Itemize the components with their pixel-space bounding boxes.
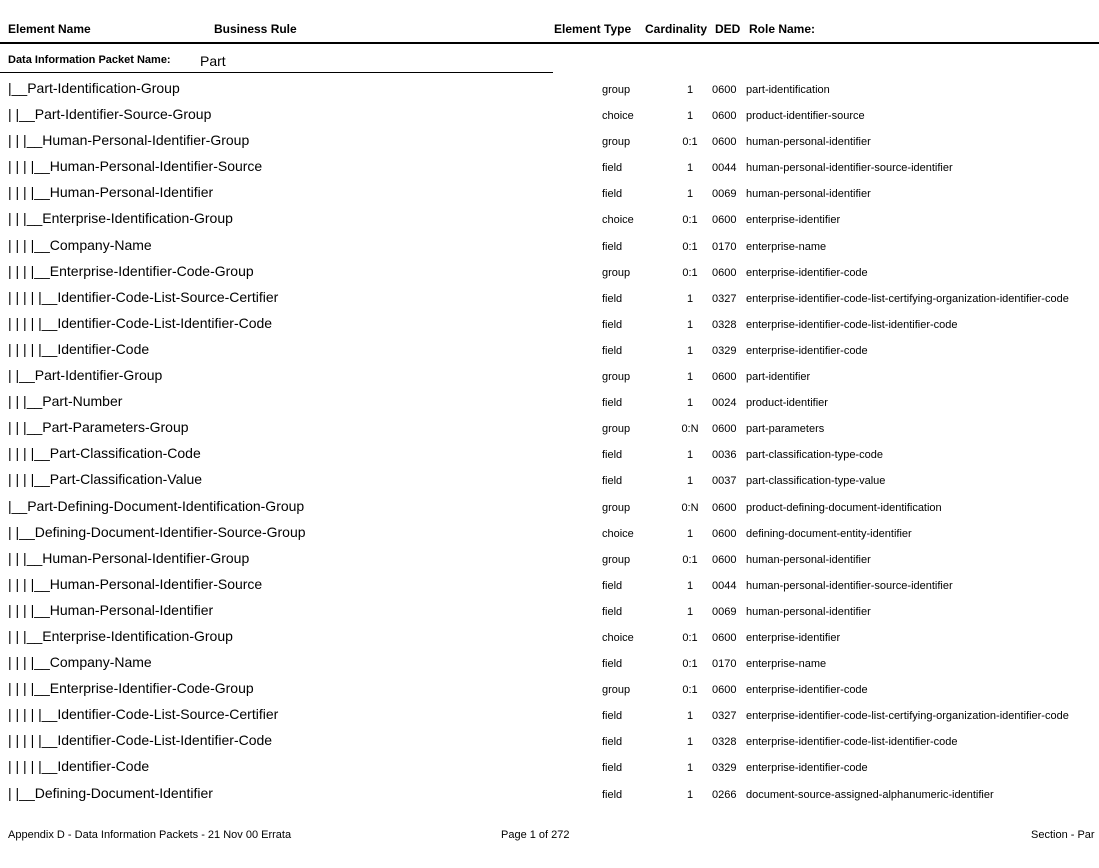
- table-row: [0, 310, 1099, 336]
- element-type-cell: field: [602, 162, 623, 175]
- table-row: [0, 336, 1099, 362]
- element-name-cell: | | | |__Enterprise-Identifier-Code-Group: [8, 680, 254, 697]
- element-type-cell: field: [602, 579, 623, 592]
- cardinality-cell: 1: [686, 788, 694, 801]
- ded-cell: 0600: [712, 527, 737, 540]
- element-type-cell: choice: [602, 527, 634, 540]
- ded-cell: 0600: [712, 266, 737, 279]
- table-row: [0, 284, 1099, 310]
- cardinality-cell: 0:1: [682, 214, 698, 227]
- element-name-cell: | |__Defining-Document-Identifier: [8, 784, 213, 801]
- element-name-cell: |__Part-Defining-Document-Identification-Group: [8, 497, 305, 514]
- table-row: [0, 362, 1099, 388]
- element-type-cell: choice: [602, 110, 634, 123]
- cardinality-cell: 1: [686, 605, 694, 618]
- role-name-cell: document-source-assigned-alphanumeric-identifier: [746, 788, 994, 801]
- element-type-cell: field: [602, 475, 623, 488]
- element-name-cell: | | | |__Human-Personal-Identifier-Source: [8, 158, 263, 175]
- element-name-cell: |__Part-Identification-Group: [8, 80, 180, 96]
- ded-cell: 0600: [712, 684, 737, 697]
- cardinality-cell: 1: [686, 527, 694, 540]
- role-name-cell: enterprise-identifier-code-list-certifying-organization-identifier-code: [746, 710, 1069, 723]
- ded-cell: 0069: [712, 605, 737, 618]
- element-name-cell: | | |__Part-Number: [8, 393, 123, 410]
- ded-cell: 0600: [712, 371, 737, 384]
- element-type-cell: field: [602, 788, 623, 801]
- table-row: [0, 571, 1099, 597]
- table-row: [0, 519, 1099, 545]
- table-row: [0, 649, 1099, 675]
- cardinality-cell: 1: [686, 110, 694, 123]
- element-name-cell: | | | | |__Identifier-Code-List-Source-Certifier: [8, 288, 279, 305]
- header-element-type: Element Type: [554, 22, 632, 36]
- ded-cell: 0170: [712, 240, 737, 253]
- cardinality-cell: 0:1: [682, 684, 698, 697]
- role-name-cell: part-classification-type-code: [746, 449, 883, 462]
- cardinality-cell: 1: [686, 736, 694, 749]
- table-row: [0, 780, 1099, 806]
- element-name-cell: | | |__Enterprise-Identification-Group: [8, 210, 233, 227]
- element-name-cell: | |__Part-Identifier-Source-Group: [8, 106, 212, 123]
- element-name-cell: | | | |__Human-Personal-Identifier-Source: [8, 575, 263, 592]
- table-row: [0, 232, 1099, 258]
- ded-cell: 0600: [712, 631, 737, 644]
- element-type-cell: field: [602, 605, 623, 618]
- cardinality-cell: 1: [686, 84, 694, 96]
- cardinality-cell: 1: [686, 162, 694, 175]
- cardinality-cell: 0:1: [682, 631, 698, 644]
- table-row: [0, 675, 1099, 701]
- cardinality-cell: 1: [686, 371, 694, 384]
- cardinality-cell: 1: [686, 579, 694, 592]
- packet-name-value: Part: [200, 53, 226, 69]
- element-type-cell: field: [602, 762, 623, 775]
- header-role-name: Role Name:: [749, 22, 816, 36]
- cardinality-cell: 1: [686, 449, 694, 462]
- ded-cell: 0327: [712, 710, 737, 723]
- cardinality-cell: 0:1: [682, 553, 698, 566]
- ded-cell: 0069: [712, 188, 737, 201]
- cardinality-cell: 0:1: [682, 240, 698, 253]
- element-type-cell: field: [602, 397, 623, 410]
- ded-cell: 0600: [712, 110, 737, 123]
- element-type-cell: group: [602, 501, 631, 514]
- element-name-cell: | | | |__Enterprise-Identifier-Code-Group: [8, 262, 254, 279]
- role-name-cell: enterprise-identifier-code: [746, 684, 868, 697]
- element-type-cell: field: [602, 736, 623, 749]
- element-type-cell: field: [602, 710, 623, 723]
- role-name-cell: part-classification-type-value: [746, 475, 886, 488]
- cardinality-cell: 0:1: [682, 136, 698, 149]
- element-type-cell: field: [602, 318, 623, 331]
- cardinality-cell: 1: [686, 188, 694, 201]
- table-row: [0, 258, 1099, 284]
- packet-name-label: Data Information Packet Name:: [8, 54, 171, 66]
- role-name-cell: enterprise-identifier: [746, 214, 841, 227]
- element-type-cell: field: [602, 658, 623, 671]
- footer-page-number: Page 1 of 272: [501, 829, 570, 841]
- ded-cell: 0600: [712, 423, 737, 436]
- role-name-cell: enterprise-name: [746, 240, 827, 253]
- ded-cell: 0036: [712, 449, 737, 462]
- table-row: [0, 466, 1099, 492]
- element-name-cell: | | | |__Human-Personal-Identifier: [8, 184, 214, 201]
- element-type-cell: group: [602, 553, 631, 566]
- element-type-cell: group: [602, 84, 631, 96]
- cardinality-cell: 1: [686, 710, 694, 723]
- ded-cell: 0266: [712, 788, 737, 801]
- cardinality-cell: 1: [686, 318, 694, 331]
- table-row: [0, 75, 1099, 101]
- role-name-cell: part-identification: [746, 84, 830, 96]
- table-row: [0, 753, 1099, 779]
- cardinality-cell: 0:1: [682, 658, 698, 671]
- element-name-cell: | |__Part-Identifier-Group: [8, 367, 163, 384]
- table-row: [0, 727, 1099, 753]
- ded-cell: 0600: [712, 84, 737, 96]
- table-row: [0, 153, 1099, 179]
- table-row: [0, 597, 1099, 623]
- element-type-cell: group: [602, 136, 631, 149]
- role-name-cell: product-defining-document-identification: [746, 501, 942, 514]
- cardinality-cell: 0:N: [681, 423, 699, 436]
- ded-cell: 0328: [712, 318, 737, 331]
- element-type-cell: group: [602, 371, 631, 384]
- role-name-cell: enterprise-name: [746, 658, 827, 671]
- header-divider: [0, 42, 1099, 44]
- header-cardinality: Cardinality: [645, 22, 708, 36]
- table-row: [0, 101, 1099, 127]
- element-type-cell: group: [602, 684, 631, 697]
- ded-cell: 0600: [712, 214, 737, 227]
- ded-cell: 0329: [712, 344, 737, 357]
- header-business-rule: Business Rule: [214, 22, 297, 36]
- table-row: [0, 623, 1099, 649]
- packet-divider: [0, 72, 553, 73]
- header-element-name: Element Name: [8, 22, 91, 36]
- element-name-cell: | | |__Enterprise-Identification-Group: [8, 627, 233, 644]
- cardinality-cell: 1: [686, 344, 694, 357]
- role-name-cell: human-personal-identifier: [746, 553, 871, 566]
- cardinality-cell: 1: [686, 397, 694, 410]
- element-name-cell: | | |__Human-Personal-Identifier-Group: [8, 132, 250, 149]
- element-name-cell: | | | |__Company-Name: [8, 654, 152, 671]
- element-name-cell: | | | |__Part-Classification-Value: [8, 471, 203, 488]
- element-type-cell: field: [602, 344, 623, 357]
- role-name-cell: human-personal-identifier: [746, 188, 871, 201]
- element-type-cell: field: [602, 188, 623, 201]
- ded-cell: 0037: [712, 475, 737, 488]
- element-name-cell: | | | |__Part-Classification-Code: [8, 445, 201, 462]
- cardinality-cell: 1: [686, 475, 694, 488]
- role-name-cell: enterprise-identifier-code: [746, 762, 868, 775]
- role-name-cell: enterprise-identifier-code-list-identifier-code: [746, 318, 958, 331]
- ded-cell: 0600: [712, 136, 737, 149]
- table-row: [0, 493, 1099, 519]
- role-name-cell: human-personal-identifier-source-identifier: [746, 579, 953, 592]
- role-name-cell: enterprise-identifier-code: [746, 266, 868, 279]
- role-name-cell: enterprise-identifier-code: [746, 344, 868, 357]
- ded-cell: 0600: [712, 553, 737, 566]
- element-name-cell: | | |__Human-Personal-Identifier-Group: [8, 549, 250, 566]
- element-name-cell: | | | | |__Identifier-Code-List-Identifier-Code: [8, 732, 273, 749]
- role-name-cell: enterprise-identifier-code-list-certifying-organization-identifier-code: [746, 292, 1069, 305]
- cardinality-cell: 1: [686, 762, 694, 775]
- table-row: [0, 545, 1099, 571]
- element-type-cell: group: [602, 423, 631, 436]
- element-name-cell: | | | | |__Identifier-Code: [8, 758, 150, 775]
- element-type-cell: field: [602, 240, 623, 253]
- role-name-cell: part-parameters: [746, 423, 825, 436]
- role-name-cell: enterprise-identifier-code-list-identifier-code: [746, 736, 958, 749]
- element-type-cell: field: [602, 292, 623, 305]
- element-table: [0, 75, 1099, 806]
- ded-cell: 0329: [712, 762, 737, 775]
- header-ded: DED: [715, 22, 741, 36]
- ded-cell: 0044: [712, 162, 737, 175]
- element-name-cell: | |__Defining-Document-Identifier-Source-Group: [8, 523, 306, 540]
- table-row: [0, 414, 1099, 440]
- cardinality-cell: 1: [686, 292, 694, 305]
- ded-cell: 0170: [712, 658, 737, 671]
- ded-cell: 0600: [712, 501, 737, 514]
- table-row: [0, 205, 1099, 231]
- element-name-cell: | | | | |__Identifier-Code-List-Identifier-Code: [8, 314, 273, 331]
- role-name-cell: enterprise-identifier: [746, 631, 841, 644]
- ded-cell: 0024: [712, 397, 737, 410]
- element-type-cell: choice: [602, 214, 634, 227]
- element-name-cell: | | |__Part-Parameters-Group: [8, 419, 189, 436]
- role-name-cell: human-personal-identifier: [746, 605, 871, 618]
- element-type-cell: choice: [602, 631, 634, 644]
- element-name-cell: | | | |__Company-Name: [8, 236, 152, 253]
- footer-section: Section - Par: [1031, 829, 1095, 841]
- role-name-cell: human-personal-identifier-source-identifier: [746, 162, 953, 175]
- element-name-cell: | | | |__Human-Personal-Identifier: [8, 601, 214, 618]
- table-row: [0, 127, 1099, 153]
- ded-cell: 0328: [712, 736, 737, 749]
- table-row: [0, 179, 1099, 205]
- element-type-cell: group: [602, 266, 631, 279]
- ded-cell: 0044: [712, 579, 737, 592]
- role-name-cell: product-identifier: [746, 397, 828, 410]
- table-row: [0, 701, 1099, 727]
- role-name-cell: part-identifier: [746, 371, 811, 384]
- element-type-cell: field: [602, 449, 623, 462]
- cardinality-cell: 0:1: [682, 266, 698, 279]
- role-name-cell: defining-document-entity-identifier: [746, 527, 912, 540]
- cardinality-cell: 0:N: [681, 501, 699, 514]
- element-name-cell: | | | | |__Identifier-Code: [8, 340, 150, 357]
- table-row: [0, 388, 1099, 414]
- table-row: [0, 440, 1099, 466]
- element-name-cell: | | | | |__Identifier-Code-List-Source-Certifier: [8, 706, 279, 723]
- footer-document-title: Appendix D - Data Information Packets - 21 Nov 00 Errata: [8, 829, 292, 841]
- ded-cell: 0327: [712, 292, 737, 305]
- role-name-cell: product-identifier-source: [746, 110, 865, 123]
- role-name-cell: human-personal-identifier: [746, 136, 871, 149]
